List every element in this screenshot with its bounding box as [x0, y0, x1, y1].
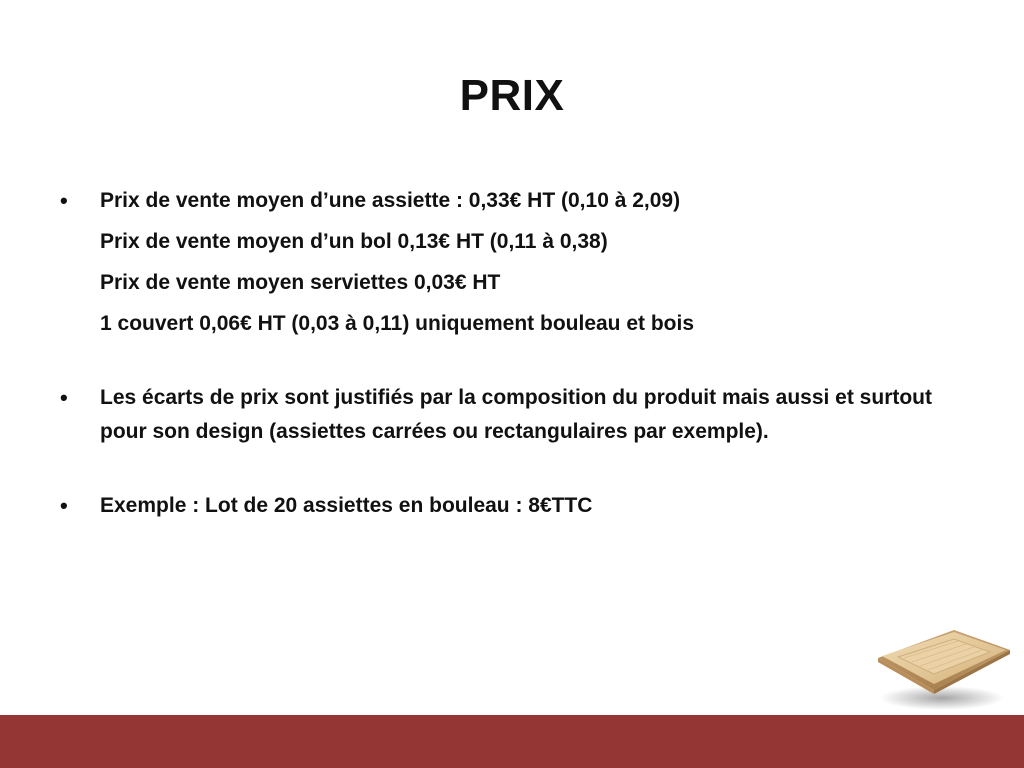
slide-title: PRIX — [459, 71, 565, 120]
price-line-plate: Prix de vente moyen d’une assiette : 0,33€ HT (0,10 à 2,09) — [100, 189, 681, 212]
price-line-napkins: Prix de vente moyen serviettes 0,03€ HT — [100, 271, 501, 294]
bullet-icon: • — [60, 385, 68, 410]
slide-body — [60, 184, 960, 523]
bullet-icon: • — [60, 493, 68, 518]
wooden-plate-image — [874, 624, 1014, 714]
price-line-cutlery: 1 couvert 0,06€ HT (0,03 à 0,11) uniquement bouleau et bois — [100, 312, 695, 335]
price-line-bowl: Prix de vente moyen d’un bol 0,13€ HT (0,11 à 0,38) — [100, 230, 608, 253]
footer-bar — [0, 715, 1024, 768]
justification-text: Les écarts de prix sont justifiés par la composition du produit mais aussi et surtout pour son design (assiettes carrées ou rectangulaires par exemple). — [100, 386, 933, 443]
example-text: Exemple : Lot de 20 assiettes en bouleau : 8€TTC — [100, 494, 593, 517]
bullet-icon: • — [60, 188, 68, 213]
bullet-item-prices — [60, 184, 960, 341]
bullet-item-justification — [60, 381, 960, 449]
bullet-item-example — [60, 489, 960, 523]
